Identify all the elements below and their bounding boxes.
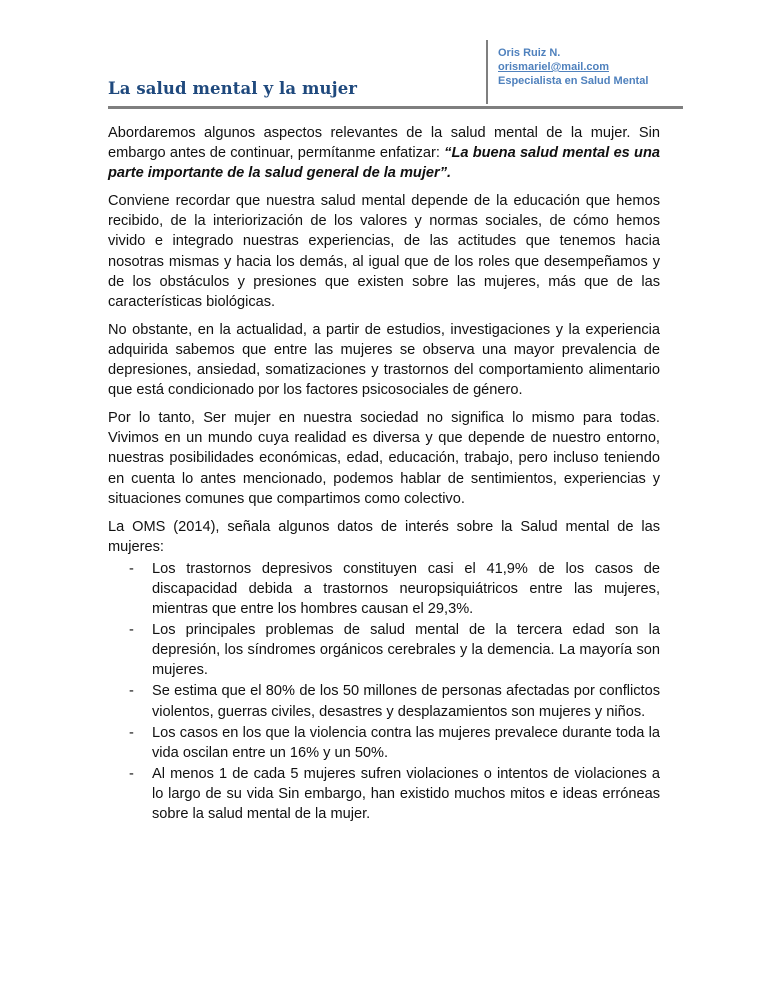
list-item-text: Los casos en los que la violencia contra las mujeres prevalece durante toda la vida oscilan entre un 16% y un 50%. xyxy=(152,724,660,761)
oms-data-list xyxy=(108,559,660,824)
list-item xyxy=(108,620,660,680)
document-title: La salud mental y la mujer xyxy=(108,79,358,98)
paragraph-prevalence: No obstante, en la actualidad, a partir de estudios, investigaciones y la experiencia adquirida sabemos que entre las mujeres se observa una mayor prevalencia de depresiones, ansiedad, somatizaciones y trastornos del comportamiento alimentario que está condicionado por los factores psicosociales de género. xyxy=(108,321,660,399)
dash-bullet: - xyxy=(129,683,134,700)
paragraph-education: Conviene recordar que nuestra salud mental depende de la educación que hemos recibido, de la interiorización de los valores y normas sociales, de cómo hemos vivido e integrado nuestras experiencias, de las actitudes que tenemos hacia nosotras mismas y hacia los demás, al igual que de los roles que desempeñamos y de los obstáculos y presiones que existen sobre las mujeres, más que de las características biológicas. xyxy=(108,193,660,310)
page-header xyxy=(108,40,683,106)
intro-paragraph xyxy=(108,123,660,183)
author-role: Especialista en Salud Mental xyxy=(498,75,649,87)
intro-text: Abordaremos algunos aspectos relevantes de la salud mental de la mujer. Sin embargo antes de continuar, permítanme enfatizar: xyxy=(108,125,660,162)
dash-bullet: - xyxy=(129,765,134,782)
list-item xyxy=(108,764,660,824)
author-block xyxy=(498,46,648,88)
dash-bullet: - xyxy=(129,560,134,577)
list-item-text: Se estima que el 80% de los 50 millones de personas afectadas por conflictos violentos, guerras civiles, desastres y desplazamientos son mujeres y niños. xyxy=(152,683,660,720)
list-item xyxy=(108,681,660,721)
header-vertical-divider xyxy=(486,40,488,104)
list-item-text: Los principales problemas de salud mental de la tercera edad son la depresión, los síndromes orgánicos cerebrales y la demencia. La mayoría son mujeres. xyxy=(152,622,660,679)
dash-bullet: - xyxy=(129,622,134,639)
list-item-text: Al menos 1 de cada 5 mujeres sufren violaciones o intentos de violaciones a lo largo de su vida Sin embargo, han existido muchos mitos e ideas erróneas sobre la salud mental de la mujer. xyxy=(152,765,660,822)
paragraph-oms: La OMS (2014), señala algunos datos de interés sobre la Salud mental de las mujeres: xyxy=(108,518,660,555)
intro-emphasis: “La buena salud mental es una parte importante de la salud general de la mujer”. xyxy=(108,145,660,182)
document-body xyxy=(108,123,660,825)
list-item xyxy=(108,723,660,763)
list-item-text: Los trastornos depresivos constituyen casi el 41,9% de los casos de discapacidad debida a trastornos neuropsiquiátricos entre las mujeres, mientras que entre los hombres causan el 29,3%. xyxy=(152,560,660,618)
list-item xyxy=(108,559,660,619)
author-name: Oris Ruiz N. xyxy=(498,47,561,59)
header-horizontal-rule xyxy=(108,106,683,109)
dash-bullet: - xyxy=(129,724,134,741)
author-email-link[interactable]: orismariel@mail.com xyxy=(498,61,609,73)
paragraph-being-woman: Por lo tanto, Ser mujer en nuestra sociedad no significa lo mismo para todas. Vivimos en un mundo cuya realidad es diversa y que depende de nuestro entorno, nuestras posibilidades económicas, edad, educación, trabajo, pero incluso teniendo en cuenta lo antes mencionado, podemos hablar de sentimientos, experiencias y situaciones comunes que compartimos como colectivo. xyxy=(108,410,660,507)
